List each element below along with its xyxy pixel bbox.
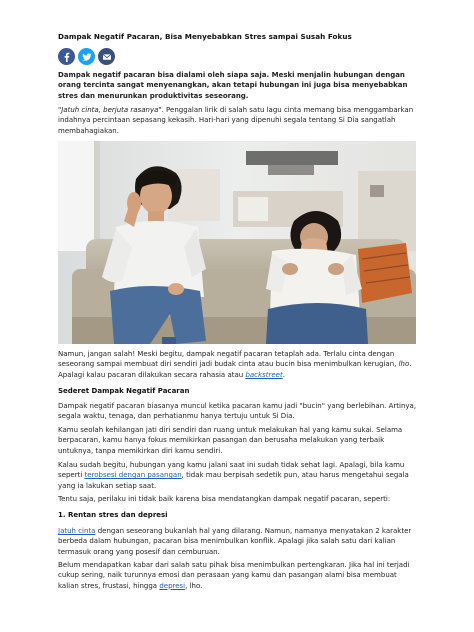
after-photo-paragraph [58,349,418,380]
quote-lyric: "Jatuh cinta, berjuta rasanya" [58,106,162,114]
twitter-share-button[interactable] [78,48,95,65]
section-paragraph-4: Tentu saja, perilaku ini tidak baik karena bisa mendatangkan dampak negatif pacaran, seperti: [58,495,391,503]
section-paragraph-2: Kamu seolah kehilangan jati diri sendiri dan ruang untuk melakukan hal yang kamu sukai. Selama berpacaran, kamu hanya fokus memikirkan pasangan dan berusaha melakukan yang terbaik untuknya, tanpa memikirkan diri kamu sendiri. [58,426,403,455]
quote-text: . Penggalan lirik di salah satu lagu cinta memang bisa menggambarkan indahnya percintaan sepasang kekasih. Hari-hari yang dipenuhi segala tentang Si Dia sangatlah membahagiakan. [58,106,414,135]
section-paragraph-3 [58,460,418,491]
email-icon [102,52,112,62]
item-1-paragraph-1 [58,526,418,557]
couple-on-couch-illustration [58,141,416,344]
after-photo-text-1: Namun, jangan salah! Meski begitu, dampak negatif pacaran tetaplah ada. Terlalu cinta dengan seseorang sampai membuat diri sendiri jadi budak cinta atau bucin bisa menimbulkan kerugian, [58,350,399,369]
backstreet-link[interactable]: backstreet [245,370,283,379]
item-1-paragraph-2-text-b: , lho. [185,581,203,590]
article-title: Dampak Negatif Pacaran, Bisa Menyebabkan Stres sampai Susah Fokus [58,32,352,41]
article-photo [58,141,416,344]
twitter-icon [82,52,92,62]
facebook-icon [62,52,72,62]
item-1-heading: 1. Rentan stres dan depresi [58,511,168,519]
facebook-share-button[interactable] [58,48,75,65]
after-photo-lho: lho [398,360,410,369]
intro-paragraph: Dampak negatif pacaran bisa dialami oleh siapa saja. Meski menjalin hubungan dengan orang tercinta sangat menyenangkan, akan tetapi hubungan ini juga bisa menyebabkan stres dan menurunkan produktivitas seseorang. [58,71,408,100]
item-1-paragraph-2 [58,560,418,591]
item-1-paragraph-1-text: dengan seseorang bukanlah hal yang dilarang. Namun, namanya menyatakan 2 karakter berbeda dalam hubungan, pacaran bisa menimbulkan konflik. Apalagi jika salah satu dari kalian termasuk orang yang posesif dan cemburuan. [58,527,412,556]
after-photo-text-3: . [282,370,285,379]
jatuh-cinta-link[interactable]: Jatuh cinta [58,527,96,535]
section-paragraph-3-text-b: , tidak mau berpisah sedetik pun, atau harus mengetahui segala yang ia lakukan setiap saat. [58,471,409,490]
depresi-link[interactable]: depresi [159,581,186,590]
section-paragraph-3-text-a: Kalau sudah begitu, hubungan yang kamu jalani saat ini sudah tidak sehat lagi. Apalagi, bila kamu seperti [58,461,405,480]
section-paragraph-1: Dampak negatif pacaran biasanya muncul ketika pacaran kamu jadi "bucin" yang berlebihan. Artinya, segala waktu, tenaga, dan perhatianmu hanya tertuju untuk Si Dia. [58,402,417,421]
section-heading: Sederet Dampak Negatif Pacaran [58,387,190,395]
share-bar [58,48,115,65]
quote-paragraph [58,105,418,136]
after-photo-text-2: . Apalagi kalau pacaran dilakukan secara rahasia atau [58,360,412,379]
email-share-button[interactable] [98,48,115,65]
terobsesi-link[interactable]: terobsesi dengan pasangan [84,471,182,480]
item-1-paragraph-2-text-a: Belum mendapatkan kabar dari salah satu pihak bisa menimbulkan pertengkaran. Jika hal ini terjadi cukup sering, naik turunnya emosi dan perasaan yang kamu dan pasangan alami bisa membuat kalian stres, frustasi, hingga [58,561,410,590]
